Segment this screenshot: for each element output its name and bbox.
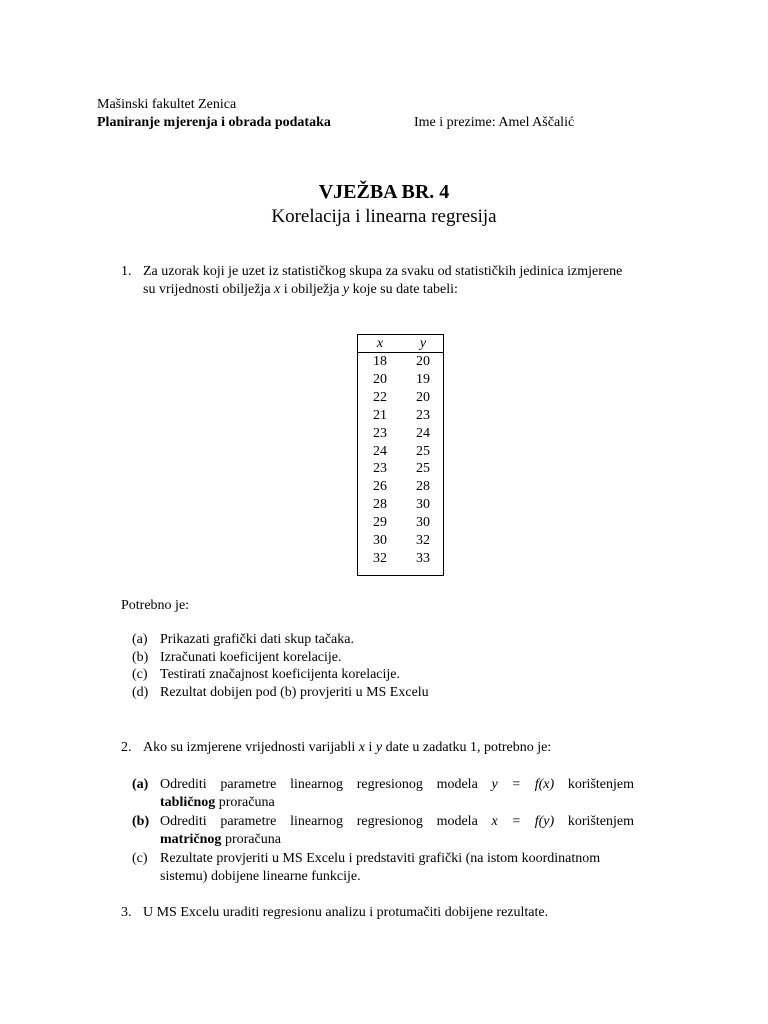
task2-b-line2 [160, 831, 281, 848]
task1-number: 1. [121, 264, 132, 279]
table-cell-y: 20 [416, 354, 430, 369]
col-header-x: x [376, 336, 384, 351]
table-cell-y: 33 [416, 550, 430, 566]
table-cell-y: 32 [416, 533, 430, 548]
task1-line2-part-b: i obilježja [280, 282, 343, 297]
table-cell-x: 28 [373, 497, 387, 513]
table-cell-x: 20 [373, 371, 387, 387]
task2-a-bold: tabličnog [160, 795, 216, 810]
task2-b-line1 [160, 813, 634, 830]
task2-b-text: Odrediti parametre linearnog regresionog modela [160, 814, 492, 829]
task2-a-label: (a) [132, 777, 149, 792]
faculty-name: Mašinski fakultet Zenica [97, 97, 237, 112]
task1-line1: Za uzorak koji je uzet iz statističkog skupa za svaku od statističkih jedinica izmjerene [143, 264, 623, 279]
table-cell-x: 21 [373, 407, 387, 423]
task1-item-text: Testirati značajnost koeficijenta korelacije. [160, 667, 401, 682]
var-x: x [358, 740, 365, 755]
table-cell-x: 30 [373, 533, 387, 548]
table-cell-x: 24 [373, 443, 387, 459]
task2-a-line2-text: proračuna [215, 795, 275, 810]
task2-c-line1: Rezultate provjeriti u MS Excelu i predstaviti grafički (na istom koordinatnom [160, 851, 601, 866]
table-cell-y: 23 [416, 407, 430, 423]
task2-a-line2 [160, 794, 275, 811]
task2-text-part-a: Ako su izmjerene vrijednosti varijabli [143, 740, 359, 755]
task2-b-text-end: korištenjem [554, 814, 634, 829]
var-x: x [274, 282, 281, 297]
task1-item-text: Prikazati grafički dati skup tačaka. [160, 632, 354, 647]
task1-line2-part-a: su vrijednosti obilježja [143, 282, 275, 297]
var-y: y [342, 282, 350, 297]
table-cell-y: 19 [416, 371, 430, 387]
task2-number: 2. [121, 740, 132, 755]
task2-b-line2-text: proračuna [221, 832, 281, 847]
task2-text-part-b: i [365, 740, 376, 755]
table-cell-y: 20 [416, 389, 430, 405]
table-cell-x: 23 [373, 425, 387, 441]
task1-line2-part-c: koje su date tabeli: [349, 282, 458, 297]
table-cell-x: 18 [373, 354, 387, 369]
task2-text-part-c: date u zadatku 1, potrebno je: [382, 740, 552, 755]
table-cell-y: 30 [416, 497, 430, 513]
table-cell-x: 26 [373, 479, 387, 495]
var-y: y [375, 740, 383, 755]
table-header [358, 335, 443, 353]
table-cell-x: 23 [373, 461, 387, 477]
data-table [357, 334, 444, 576]
task2-b-bold: matričnog [160, 832, 222, 847]
task3-text: U MS Excelu uraditi regresionu analizu i protumačiti dobijene rezultate. [143, 905, 549, 920]
course-name: Planiranje mjerenja i obrada podataka [97, 115, 331, 130]
task2-text [143, 739, 551, 756]
task2-b-label: (b) [132, 814, 150, 829]
formula-x-fy: x = f(y) [491, 814, 555, 829]
table-cell-y: 28 [416, 479, 430, 495]
student-name: Ime i prezime: Amel Aščalić [414, 115, 575, 130]
task2-a-text-end: korištenjem [554, 777, 634, 792]
table-cell-y: 30 [416, 515, 430, 531]
task1-item-text: Izračunati koeficijent korelacije. [160, 649, 342, 665]
task2-a-line1 [160, 776, 634, 793]
table-cell-y: 25 [416, 461, 430, 477]
table-cell-y: 24 [416, 425, 430, 441]
table-cell-y: 25 [416, 443, 430, 459]
task1-item-text: Rezultat dobijen pod (b) provjeriti u MS Excelu [160, 684, 429, 700]
exercise-title: VJEŽBA BR. 4 [318, 181, 450, 203]
table-cell-x: 32 [373, 550, 387, 566]
task2-a-text: Odrediti parametre linearnog regresionog modela [160, 777, 492, 792]
task2-c-line2: sistemu) dobijene linearne funkcije. [160, 869, 361, 884]
task1-item-label: (d) [132, 684, 149, 700]
formula-y-fx: y = f(x) [491, 777, 555, 792]
task3-number: 3. [121, 905, 132, 920]
table-cell-x: 22 [373, 389, 387, 405]
task1-item-label: (c) [132, 667, 148, 682]
task1-line2 [143, 281, 458, 298]
requirements-label: Potrebno je: [121, 598, 190, 613]
task2-c-label: (c) [132, 851, 148, 866]
task1-item-label: (a) [132, 632, 148, 647]
table-cell-x: 29 [373, 515, 387, 531]
exercise-subtitle: Korelacija i linearna regresija [271, 206, 497, 227]
task1-item-label: (b) [132, 649, 149, 665]
col-header-y: y [419, 336, 427, 351]
